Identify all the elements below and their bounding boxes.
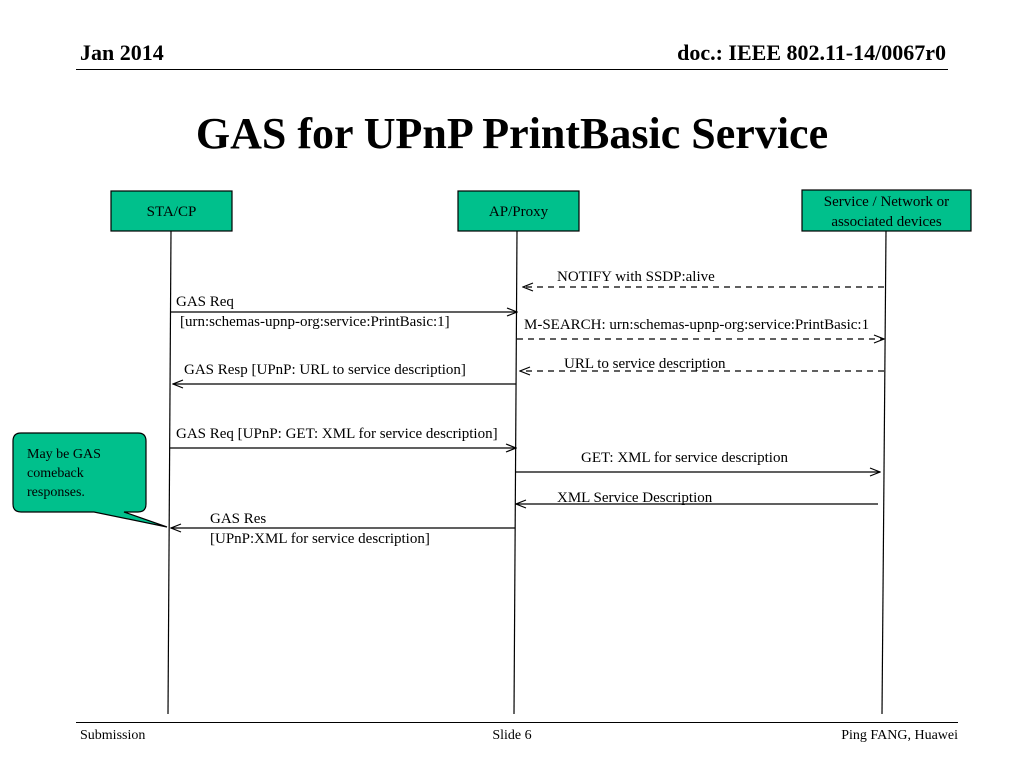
label-xml-description: XML Service Description [557, 490, 713, 506]
lifeline-sta [168, 231, 171, 714]
footer-submission: Submission [80, 728, 146, 743]
participant-ap-label: AP/Proxy [488, 204, 549, 220]
callout-line-2: comeback [27, 466, 84, 481]
lifeline-service [882, 231, 886, 714]
footer-divider [76, 722, 958, 723]
label-gas-res-line1: GAS Res [210, 511, 267, 527]
label-notify: NOTIFY with SSDP:alive [557, 269, 715, 285]
participant-service-label-2: associated devices [831, 214, 942, 230]
callout-line-3: responses. [27, 485, 85, 500]
footer-author: Ping FANG, Huawei [841, 728, 958, 743]
callout-line-1: May be GAS [27, 447, 101, 462]
label-gas-req-2: GAS Req [UPnP: GET: XML for service description] [176, 426, 498, 442]
label-gas-req-1-line2: [urn:schemas-upnp-org:service:PrintBasic:1] [180, 314, 450, 330]
callout-comeback [13, 433, 167, 527]
label-url-description: URL to service description [564, 356, 726, 372]
footer-slide-number: Slide 6 [492, 728, 532, 743]
label-gas-req-1-line1: GAS Req [176, 294, 234, 310]
participant-service [802, 190, 971, 231]
participant-sta-label: STA/CP [146, 204, 197, 220]
participant-service-label-1: Service / Network or [823, 194, 950, 210]
header-doc-id: doc.: IEEE 802.11-14/0067r0 [677, 40, 946, 65]
header-date: Jan 2014 [80, 40, 164, 65]
label-gas-res-line2: [UPnP:XML for service description] [210, 531, 430, 547]
slide-title: GAS for UPnP PrintBasic Service [195, 109, 829, 158]
label-gas-resp: GAS Resp [UPnP: URL to service description] [184, 362, 466, 378]
participant-sta [111, 191, 232, 231]
label-get-xml: GET: XML for service description [581, 450, 788, 466]
participant-ap [458, 191, 579, 231]
label-msearch: M-SEARCH: urn:schemas-upnp-org:service:PrintBasic:1 [524, 317, 870, 333]
